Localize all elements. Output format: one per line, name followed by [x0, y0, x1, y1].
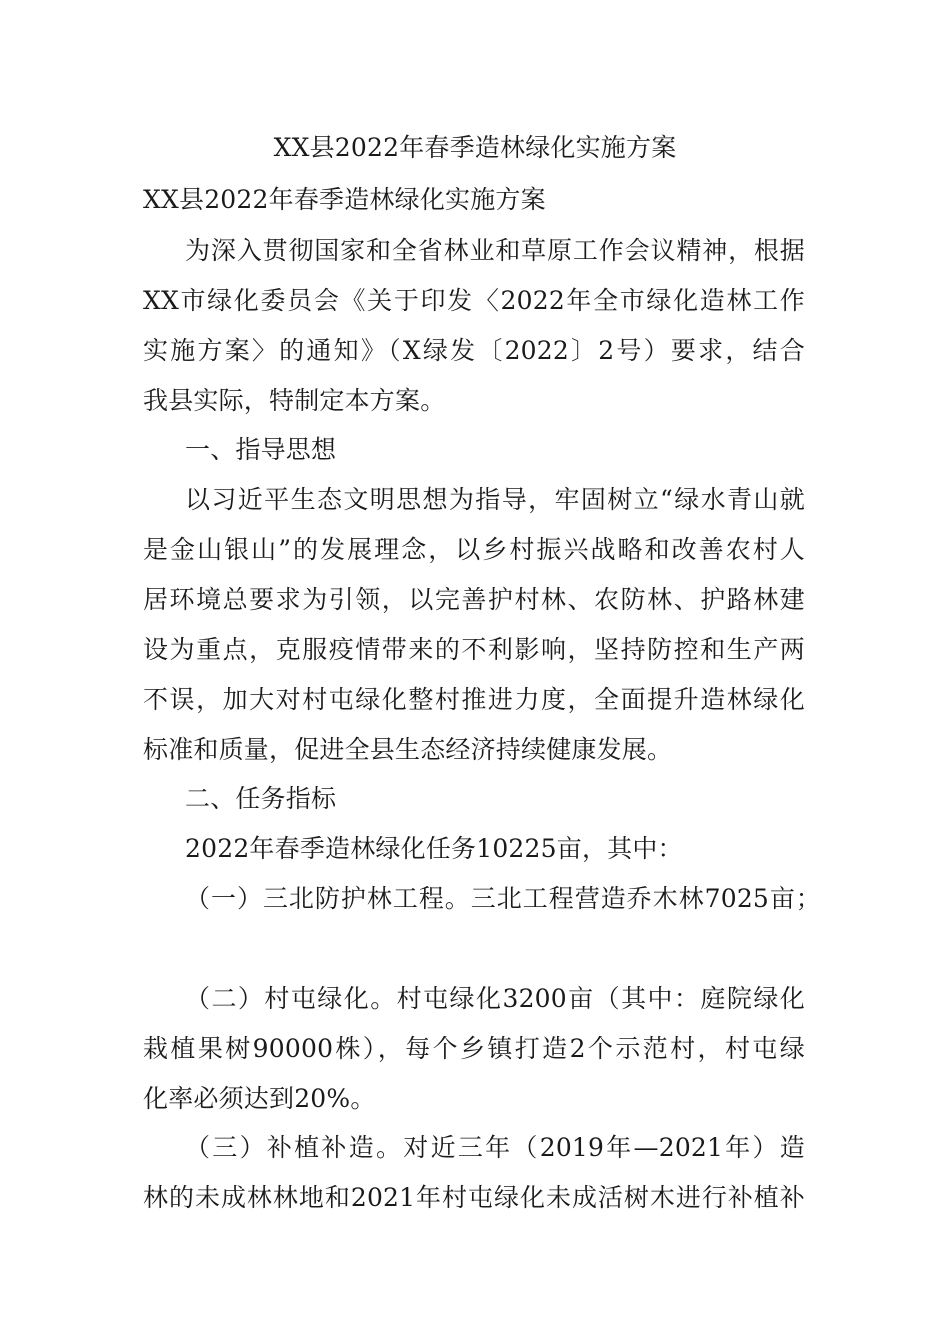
- intro-line-1: 为深入贯彻国家和全省林业和草原工作会议精神，根据: [185, 236, 805, 265]
- section1-line-3: 居环境总要求为引领，以完善护村林、农防林、护路林建: [143, 585, 805, 614]
- intro-line-4: 我县实际，特制定本方案。: [143, 386, 446, 415]
- section1-line-2: 是金山银山”的发展理念，以乡村振兴战略和改善农村人: [143, 535, 805, 564]
- task-item-2-line-3: 化率必须达到20%。: [143, 1084, 376, 1113]
- document-subtitle: XX县2022年春季造林绿化实施方案: [143, 185, 546, 214]
- task-total: 2022年春季造林绿化任务10225亩，其中：: [185, 834, 683, 863]
- section-heading-task-indicators: 二、任务指标: [185, 784, 337, 813]
- section1-line-6: 标准和质量，促进全县生态经济持续健康发展。: [143, 735, 673, 764]
- section1-line-4: 设为重点，克服疫情带来的不利影响，坚持防控和生产两: [143, 635, 805, 664]
- section-heading-guiding-ideology: 一、指导思想: [185, 435, 337, 464]
- intro-line-2: XX市绿化委员会《关于印发〈2022年全市绿化造林工作: [143, 286, 805, 315]
- task-item-2-line-2: 栽植果树90000株），每个乡镇打造2个示范村，村屯绿: [143, 1034, 805, 1063]
- intro-line-3: 实施方案〉的通知》（X绿发〔2022〕2号）要求，结合: [143, 336, 805, 365]
- section1-line-1: 以习近平生态文明思想为指导，牢固树立“绿水青山就: [185, 485, 805, 514]
- task-item-3-line-1: （三）补植补造。对近三年（2019年—2021年）造: [185, 1133, 805, 1162]
- task-item-3-line-2: 林的未成林林地和2021年村屯绿化未成活树木进行补植补: [143, 1183, 805, 1212]
- document-title: XX县2022年春季造林绿化实施方案: [273, 133, 677, 162]
- task-item-2-line-1: （二）村屯绿化。村屯绿化3200亩（其中：庭院绿化: [185, 984, 805, 1013]
- section1-line-5: 不误，加大对村屯绿化整村推进力度，全面提升造林绿化: [143, 685, 805, 714]
- task-item-1: （一）三北防护林工程。三北工程营造乔木林7025亩；: [185, 884, 821, 913]
